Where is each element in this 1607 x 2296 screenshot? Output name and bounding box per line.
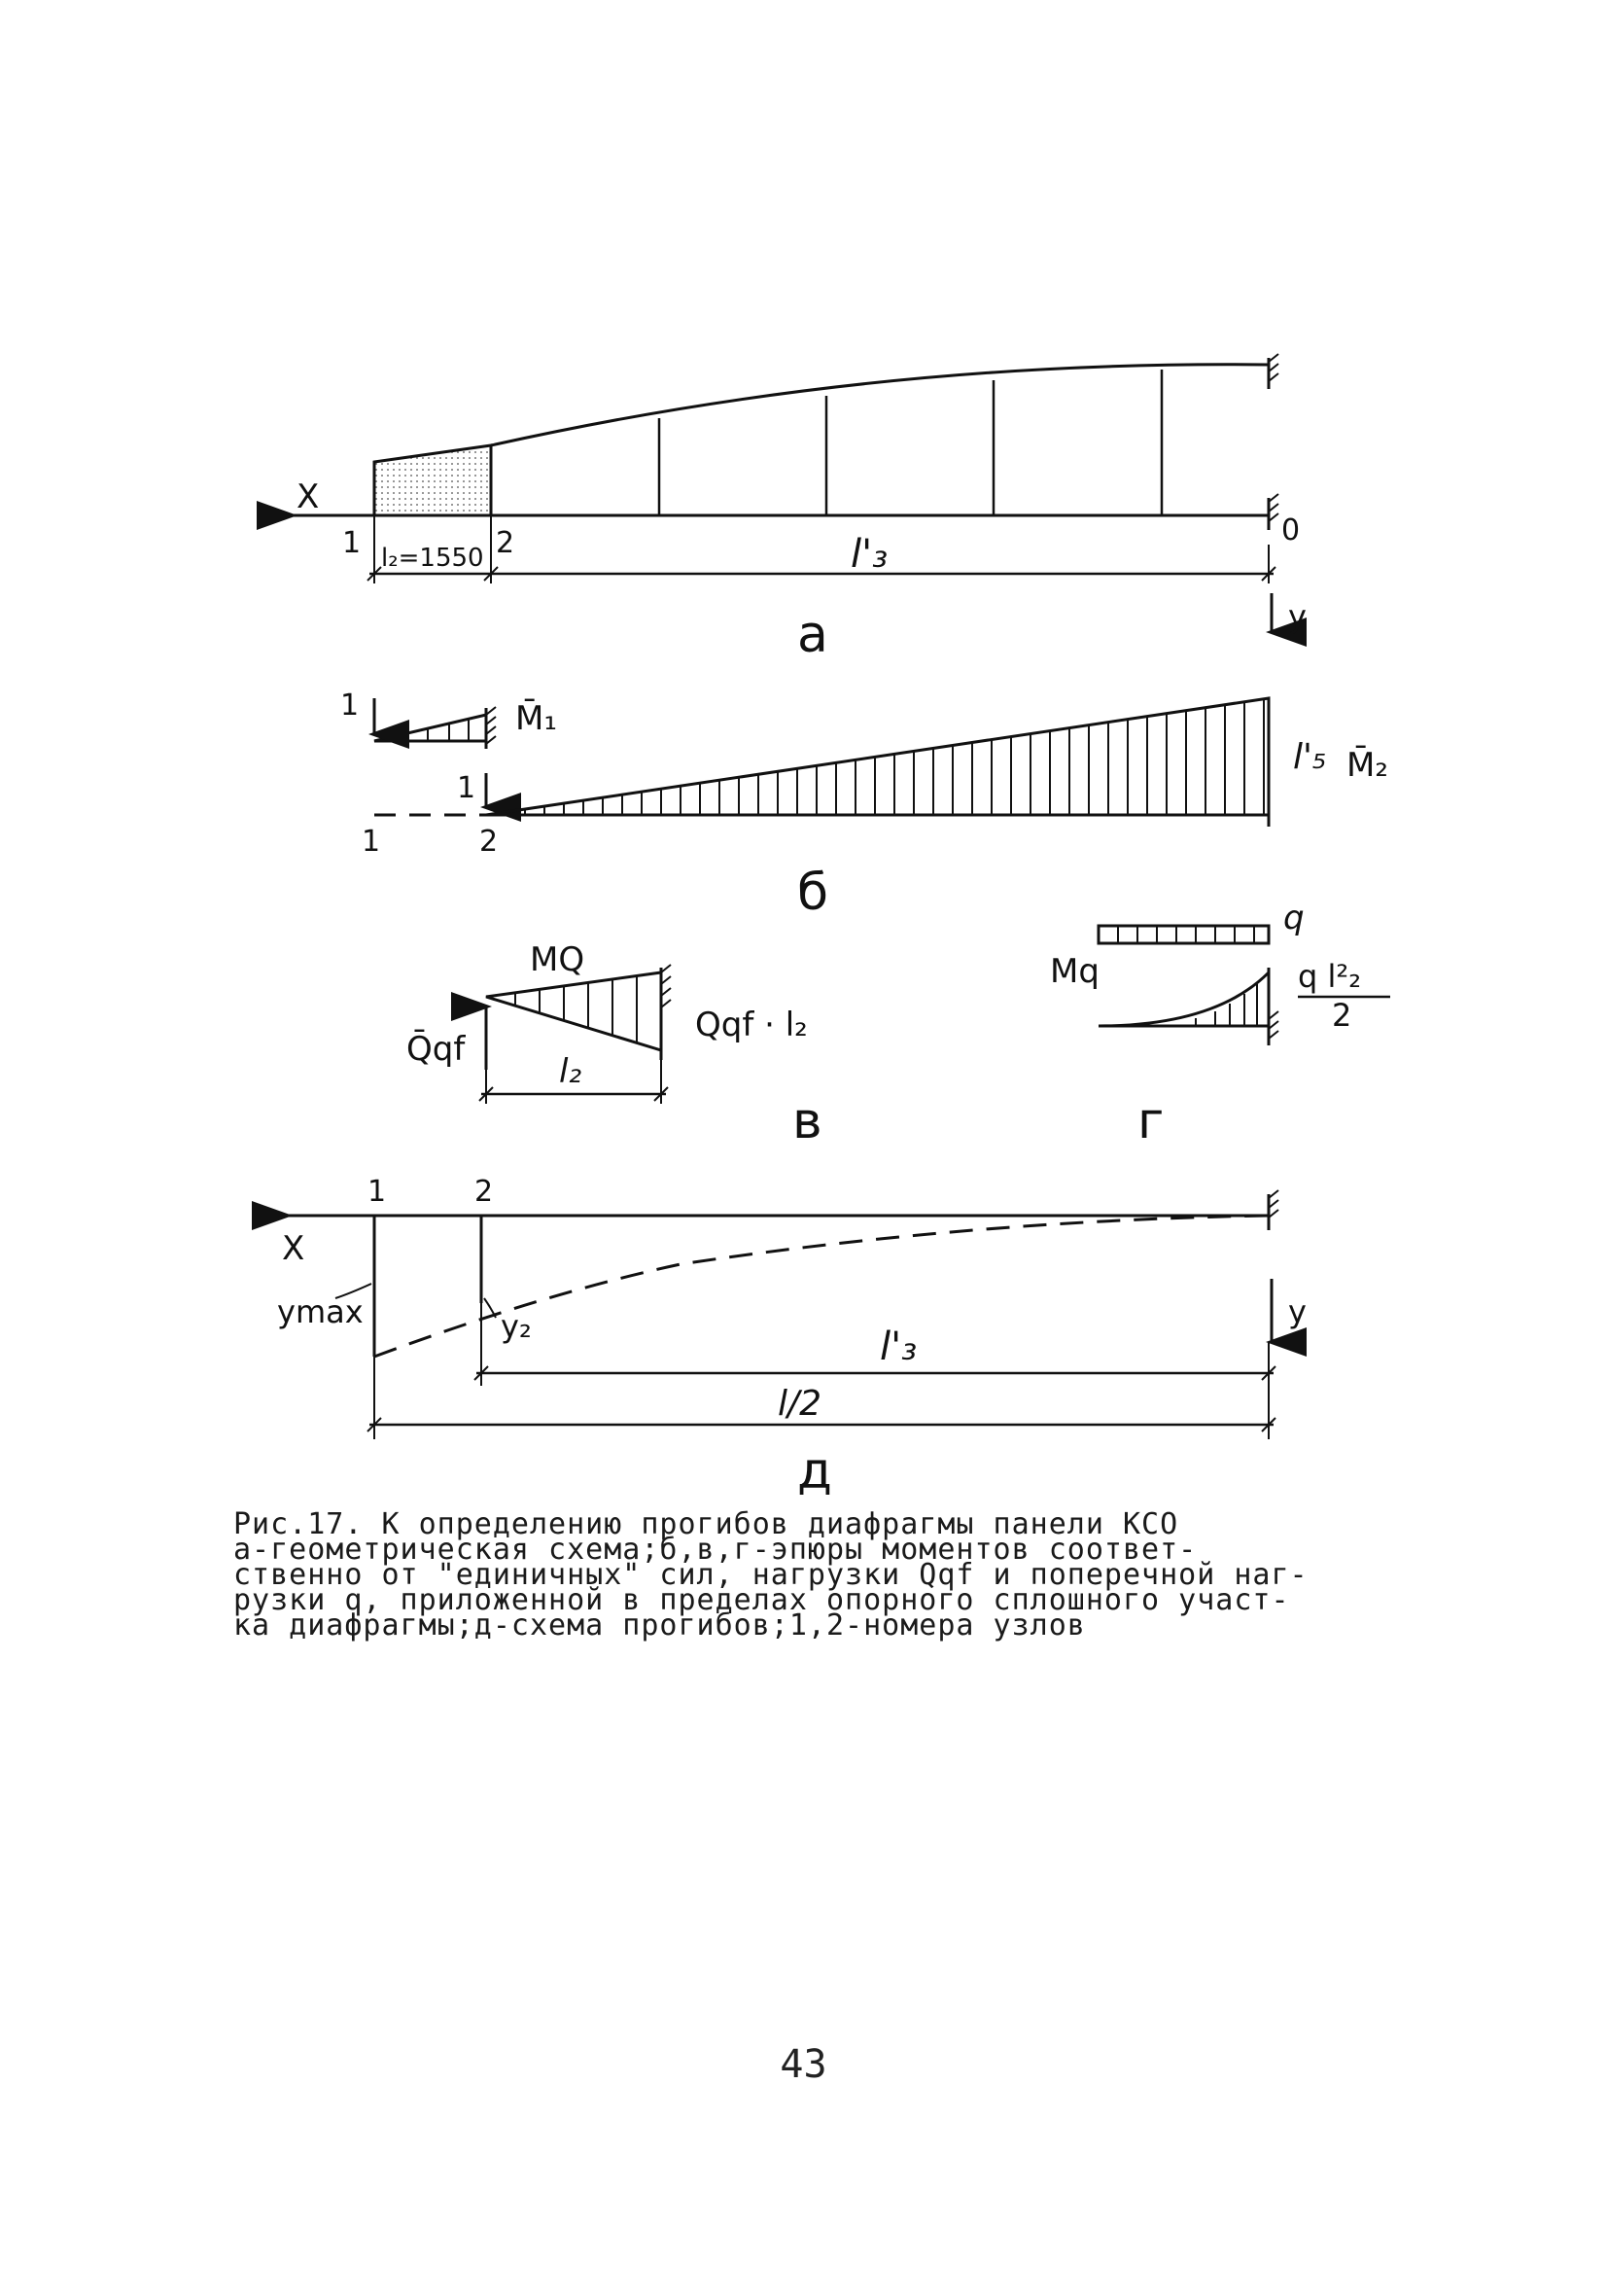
caption-line: Рис.17. К определению прогибов диафрагмы панели КСО (233, 1507, 1179, 1541)
caption-line: рузки q, приложенной в пределах опорного сплошного участ- (233, 1583, 1290, 1617)
caption-line: ка диафрагмы;д-схема прогибов;1,2-номера узлов (233, 1608, 1086, 1643)
page-number: 43 (780, 2042, 827, 2087)
sublabel-d: д (797, 1442, 832, 1501)
sublabel-v: в (792, 1092, 822, 1150)
dim-l3-label: l'₃ (880, 1325, 918, 1369)
node-2-label: 2 (474, 1175, 494, 1209)
solid-segment (374, 445, 491, 515)
m1-label: M̄₁ (515, 699, 557, 738)
q-label: q (1283, 899, 1305, 937)
sublabel-g: г (1137, 1092, 1165, 1150)
node-2-label: 2 (496, 526, 515, 560)
node-1-label: 1 (362, 825, 381, 859)
y2-label: y₂ (501, 1308, 532, 1345)
l5-value-label: l'₅ (1293, 737, 1327, 777)
axis-x-label: X (297, 477, 320, 516)
sublabel-a: а (797, 606, 828, 664)
m2-diagram (486, 698, 1269, 815)
axis-y-label: у (1288, 598, 1307, 635)
dim-label: l₂ (559, 1052, 582, 1091)
axis-y-label: у (1288, 1293, 1307, 1330)
diagram-v-moment-q (406, 940, 822, 1150)
diagram-g-moment-distributed (1050, 899, 1390, 1150)
dim-l3-label: l'₃ (851, 532, 889, 577)
parabolic-diagram (1099, 972, 1269, 1026)
mq-label: MQ (530, 940, 585, 979)
dim-half-label: l/2 (778, 1384, 822, 1424)
caption-line: ственно от "единичных" сил, нагрузки Qqf и поперечной наг- (233, 1558, 1309, 1592)
q-force-label: Q̄qf (406, 1030, 466, 1069)
force-1-label: 1 (340, 689, 360, 723)
diagram-b-unit-moments (340, 689, 1388, 922)
node-1-label: 1 (342, 526, 362, 560)
ymax-label: ymax (277, 1293, 364, 1330)
end-value-denominator: 2 (1332, 997, 1352, 1034)
force-2-label: 1 (457, 771, 476, 805)
node-1-label: 1 (367, 1175, 387, 1209)
caption-line: а-геометрическая схема;б,в,г-эпюры моментов соответ- (233, 1533, 1198, 1567)
top-chord (491, 365, 1269, 445)
axis-x-label: X (282, 1229, 305, 1268)
end-value-label: Qqf · l₂ (695, 1006, 808, 1044)
dim-l2-label: l₂=1550 (381, 544, 484, 573)
end-value-numerator: q l²₂ (1298, 958, 1362, 995)
mq-label: Mq (1050, 952, 1100, 991)
diagram-d-deflections (277, 1175, 1307, 1501)
distributed-load (1099, 926, 1269, 943)
figure-caption (233, 1507, 1439, 1643)
sublabel-b: б (797, 864, 829, 922)
diagram-a-geometric-scheme (292, 354, 1307, 664)
mq-diagram (486, 972, 661, 1050)
m2-label: M̄₂ (1346, 746, 1388, 785)
node-2-label: 2 (479, 825, 499, 859)
node-0-label: 0 (1281, 513, 1301, 548)
